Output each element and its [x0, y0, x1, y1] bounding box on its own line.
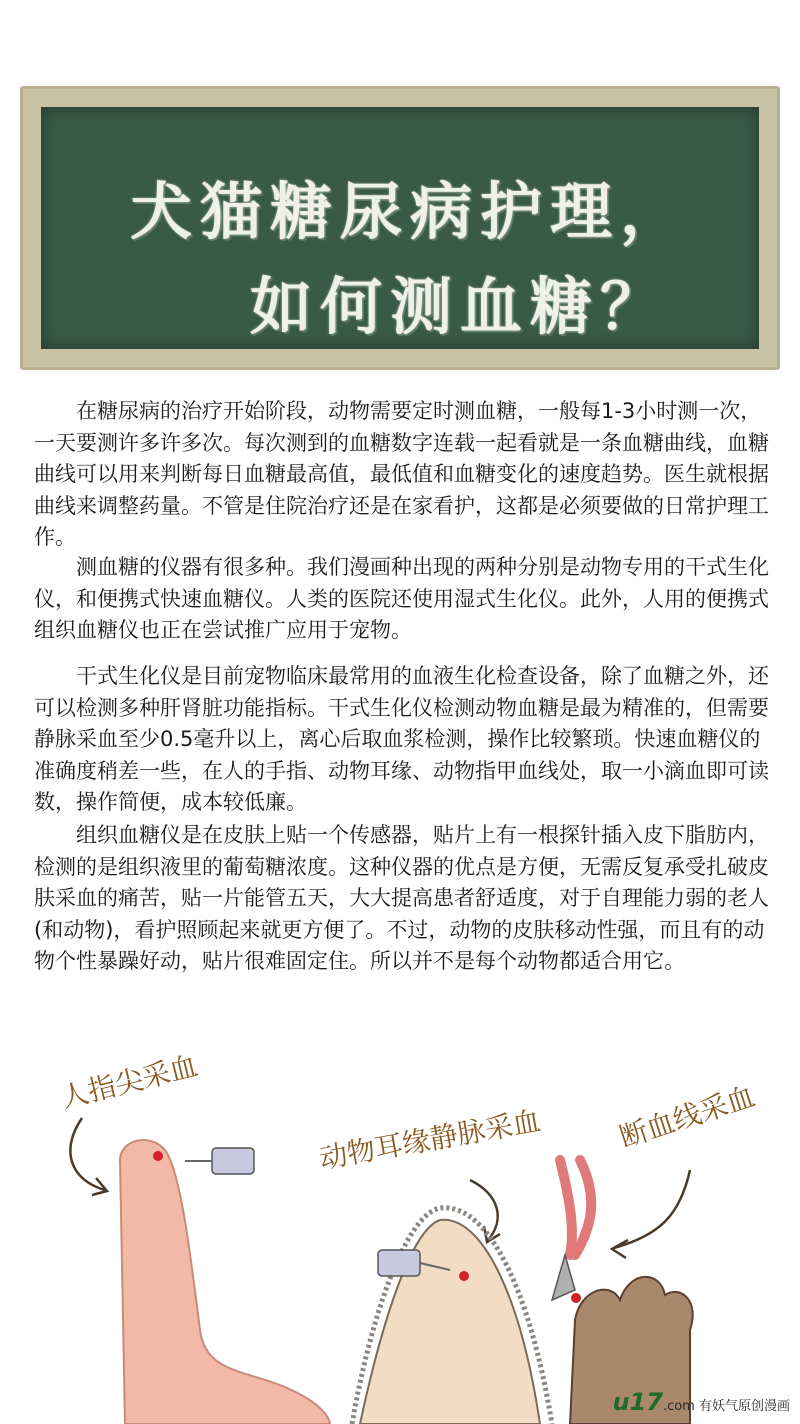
arrow-finger — [70, 1118, 105, 1190]
blood-drop-ear — [459, 1271, 469, 1281]
lancet-icon-1 — [185, 1148, 254, 1174]
paragraph-4-text: 组织血糖仪是在皮肤上贴一个传感器，贴片上有一根探针插入皮下脂肪内，检测的是组织液里的葡萄糖浓度。这种仪器的优点是方便，无需反复承受扎破皮肤采血的痛苦，贴一片能管五天，大大提高患者舒适度，对于自理能力弱的老人(和动物)，看护照顾起来就更方便了。不过，动物的皮肤移动性强，而且有的动物个性暴躁好动，贴片很难固定住。所以并不是每个动物都适合用它。 — [34, 823, 769, 973]
blood-drop-finger — [153, 1151, 163, 1161]
paragraph-3-text: 干式生化仪是目前宠物临床最常用的血液生化检查设备，除了血糖之外，还可以检测多种肝肾脏功能指标。干式生化仪检测动物血糖是最为精准的，但需要静脉采血至少0.5毫升以上，离心后取血浆检测，操作比较繁琐。快速血糖仪的准确度稍差一些，在人的手指、动物耳缘、动物指甲血线处，取一小滴血即可读数，操作简便，成本较低廉。 — [34, 664, 769, 814]
label-ear: 动物耳缘静脉采血 — [316, 1104, 544, 1176]
logo-domain: .com — [662, 1399, 695, 1414]
nail-clipper-icon — [552, 1160, 591, 1300]
logo — [612, 1388, 790, 1416]
paragraph-2-text: 测血糖的仪器有很多种。我们漫画种出现的两种分别是动物专用的干式生化仪，和便携式快速血糖仪。人类的医院还使用湿式生化仪。此外，人用的便携式组织血糖仪也正在尝试推广应用于宠物。 — [34, 555, 769, 642]
arrow-nail — [614, 1170, 690, 1248]
paragraph-1-text: 在糖尿病的治疗开始阶段，动物需要定时测血糖，一般每1-3小时测一次，一天要测许多许多次。每次测到的血糖数字连载一起看就是一条血糖曲线，血糖曲线可以用来判断每日血糖最高值，最低值和血糖变化的速度趋势。医生就根据曲线来调整药量。不管是住院治疗还是在家看护，这都是必须要做的日常护理工作。 — [34, 399, 769, 549]
label-finger: 人指尖采血 — [57, 1048, 202, 1115]
label-nail: 断血线采血 — [615, 1079, 759, 1155]
logo-brand: u17 — [612, 1388, 663, 1416]
logo-slogan: 有妖气原创漫画 — [698, 1399, 790, 1414]
board-title-line2: 如何测血糖？ — [249, 270, 670, 343]
blood-drop-nail — [571, 1293, 581, 1303]
board-title-line1: 犬猫糖尿病护理， — [129, 175, 690, 248]
human-finger — [120, 1140, 330, 1424]
